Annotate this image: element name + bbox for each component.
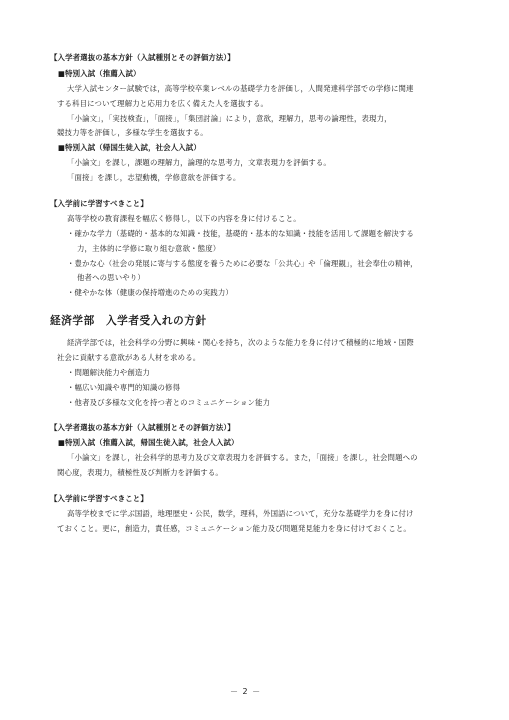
returnee-exam-heading: ■特別入試（帰国生徒入試，社会人入試） xyxy=(58,143,201,152)
selection-policy-heading: 【入学者選抜の基本方針（入試種別とその評価方法）】 xyxy=(50,53,235,62)
recommend-paragraph-2-line-1: 「小論文」，「実技検査」，「面接」，「集団討論」により，意欲，理解力，思考の論理性，表現力， xyxy=(67,114,392,123)
econ-prelearn-heading: 【入学前に学習すべきこと】 xyxy=(50,494,148,503)
prelearn-intro: 高等学校の教育課程を幅広く修得し，以下の内容を身に付けること。 xyxy=(67,214,301,223)
page-number: － 2 － xyxy=(230,687,262,696)
prelearn-bullet-1-line-2: 力，主体的に学修に取り組む意欲・態度） xyxy=(77,244,221,253)
econ-ability-1: ・問題解決能力や創造力 xyxy=(67,368,150,377)
returnee-line-1: 「小論文」を課し，課題の理解力，論理的な思考力，文章表現力を評価する。 xyxy=(67,158,331,167)
recommend-paragraph-1-line-2: する科目について理解力と応用力を広く備えた人を選抜する。 xyxy=(57,99,268,108)
recommend-exam-heading: ■特別入試（推薦入試） xyxy=(58,69,141,78)
econ-ability-2: ・幅広い知識や専門的知識の修得 xyxy=(67,383,181,392)
recommend-paragraph-1-line-1: 大学入試センター試験では，高等学校卒業レベルの基礎学力を評価し，人間発達科学部での学修に関連 xyxy=(67,84,414,93)
returnee-line-2: 「面接」を課し，志望動機，学修意欲を評価する。 xyxy=(67,173,241,182)
prelearn-bullet-1-line-1: ・確かな学力（基礎的・基本的な知識・技能，基礎的・基本的な知識・技能を活用して課題を解決する xyxy=(67,229,414,238)
econ-selection-policy-heading: 【入学者選抜の基本方針（入試種別とその評価方法）】 xyxy=(50,423,235,432)
econ-special-exam-heading: ■特別入試（推薦入試，帰国生徒入試，社会人入試） xyxy=(58,438,239,447)
econ-special-line-1: 「小論文」を課し，社会科学的思考力及び文章表現力を評価する。また，「面接」を課し，社会問題への xyxy=(67,453,418,462)
econ-special-line-2: 関心度，表現力，積極性及び判断力を評価する。 xyxy=(57,468,223,477)
prelearn-heading: 【入学前に学習すべきこと】 xyxy=(50,199,148,208)
section-title: 経済学部 入学者受入れの方針 xyxy=(50,315,207,327)
econ-prelearn-line-2: ておくこと。更に，創造力，責任感，コミュニケーション能力及び問題発見能力を身に付けておくこと。 xyxy=(57,524,411,533)
econ-intro-line-2: 社会に貢献する意欲がある人材を求める。 xyxy=(57,353,201,362)
prelearn-bullet-2-line-2: 他者への思いやり） xyxy=(77,273,145,282)
recommend-paragraph-2-line-2: 競技力等を評価し，多様な学生を選抜する。 xyxy=(57,128,208,137)
econ-ability-3: ・他者及び多様な文化を持つ者とのコミュニケーション能力 xyxy=(67,398,271,407)
econ-prelearn-line-1: 高等学校までに学ぶ国語，地理歴史・公民，数学，理科，外国語について，充分な基礎学力を身に付け xyxy=(67,509,414,518)
prelearn-bullet-3: ・健やかな体（健康の保持増進のための実践力） xyxy=(67,288,233,297)
econ-intro-line-1: 経済学部では，社会科学の分野に興味・関心を持ち，次のような能力を身に付けて積極的に地域・国際 xyxy=(67,338,414,347)
prelearn-bullet-2-line-1: ・豊かな心（社会の発展に寄与する態度を養うために必要な「公共心」や「倫理観」，社会奉仕の精神， xyxy=(67,259,418,268)
